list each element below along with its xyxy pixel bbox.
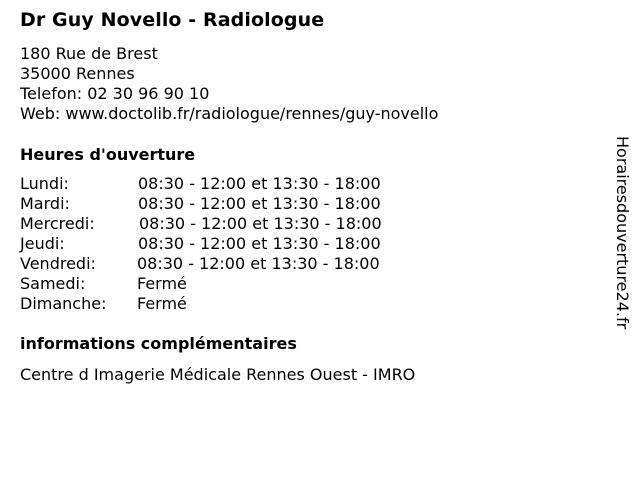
phone-number: Telefon: 02 30 96 90 10 <box>20 84 210 103</box>
hours-time: 08:30 - 12:00 et 13:30 - 18:00 <box>137 254 380 273</box>
hours-time: 08:30 - 12:00 et 13:30 - 18:00 <box>138 234 381 253</box>
hours-heading: Heures d'ouverture <box>20 145 196 164</box>
address-street: 180 Rue de Brest <box>20 44 158 63</box>
address-city: 35000 Rennes <box>20 64 135 83</box>
hours-day: Samedi: <box>20 274 86 293</box>
hours-time: Fermé <box>137 294 187 313</box>
watermark: Horairesdouverture24.fr <box>613 136 632 330</box>
hours-time: 08:30 - 12:00 et 13:30 - 18:00 <box>138 194 381 213</box>
address-block <box>20 44 438 124</box>
website: Web: www.doctolib.fr/radiologue/rennes/guy-novello <box>20 104 439 123</box>
hours-day: Dimanche: <box>20 294 107 313</box>
info-heading: informations complémentaires <box>20 334 297 353</box>
hours-day: Mercredi: <box>20 214 95 233</box>
hours-day: Mardi: <box>20 194 70 213</box>
info-text: Centre d Imagerie Médicale Rennes Ouest - IMRO <box>20 365 416 384</box>
hours-day: Lundi: <box>20 174 69 193</box>
hours-day: Jeudi: <box>20 234 65 253</box>
hours-day: Vendredi: <box>20 254 96 273</box>
hours-time: 08:30 - 12:00 et 13:30 - 18:00 <box>138 174 381 193</box>
hours-time: Fermé <box>137 274 187 293</box>
hours-time: 08:30 - 12:00 et 13:30 - 18:00 <box>139 214 382 233</box>
page-title: Dr Guy Novello - Radiologue <box>20 9 325 31</box>
